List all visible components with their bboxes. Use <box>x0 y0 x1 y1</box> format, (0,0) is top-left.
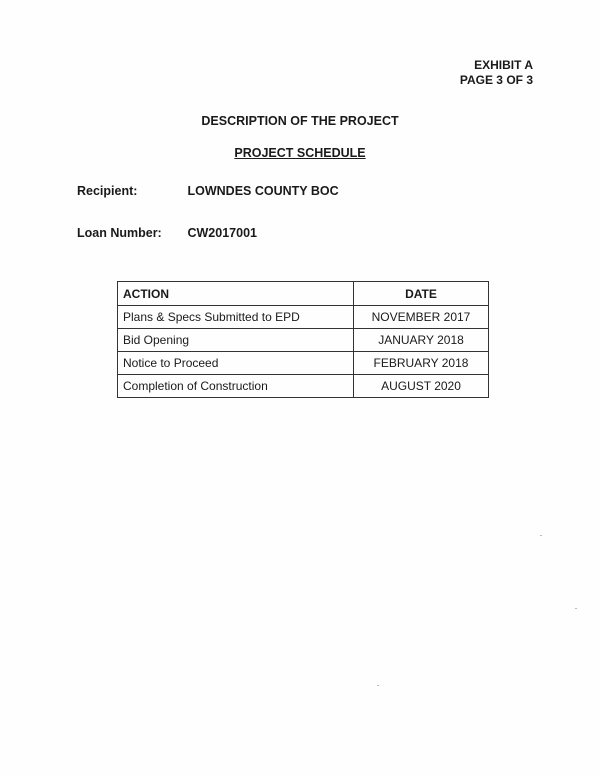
table-row <box>118 352 489 375</box>
action-cell: Bid Opening <box>118 329 354 352</box>
date-cell: AUGUST 2020 <box>354 375 489 398</box>
scan-speck <box>377 685 379 686</box>
recipient-label: Recipient: <box>77 184 138 198</box>
scan-speck <box>575 608 577 609</box>
table-row <box>118 329 489 352</box>
exhibit-label <box>460 58 533 88</box>
date-cell: JANUARY 2018 <box>354 329 489 352</box>
loan-number-value: CW2017001 <box>187 226 257 240</box>
scan-speck <box>540 535 542 536</box>
recipient-field <box>77 184 339 198</box>
action-cell: Completion of Construction <box>118 375 354 398</box>
schedule-heading: PROJECT SCHEDULE <box>234 146 366 160</box>
table-header-row <box>118 282 489 306</box>
exhibit-title: EXHIBIT A <box>474 58 533 72</box>
table-row <box>118 375 489 398</box>
date-cell: FEBRUARY 2018 <box>354 352 489 375</box>
schedule-table <box>117 281 489 398</box>
page-indicator: PAGE 3 OF 3 <box>459 73 533 87</box>
action-cell: Plans & Specs Submitted to EPD <box>118 306 354 329</box>
loan-number-field <box>77 226 257 240</box>
column-header-date: DATE <box>354 282 489 306</box>
description-heading: DESCRIPTION OF THE PROJECT <box>201 114 399 128</box>
date-cell: NOVEMBER 2017 <box>354 306 489 329</box>
action-cell: Notice to Proceed <box>118 352 354 375</box>
column-header-action: ACTION <box>118 282 354 306</box>
recipient-value: LOWNDES COUNTY BOC <box>187 184 339 198</box>
loan-number-label: Loan Number: <box>77 226 162 240</box>
table-row <box>118 306 489 329</box>
